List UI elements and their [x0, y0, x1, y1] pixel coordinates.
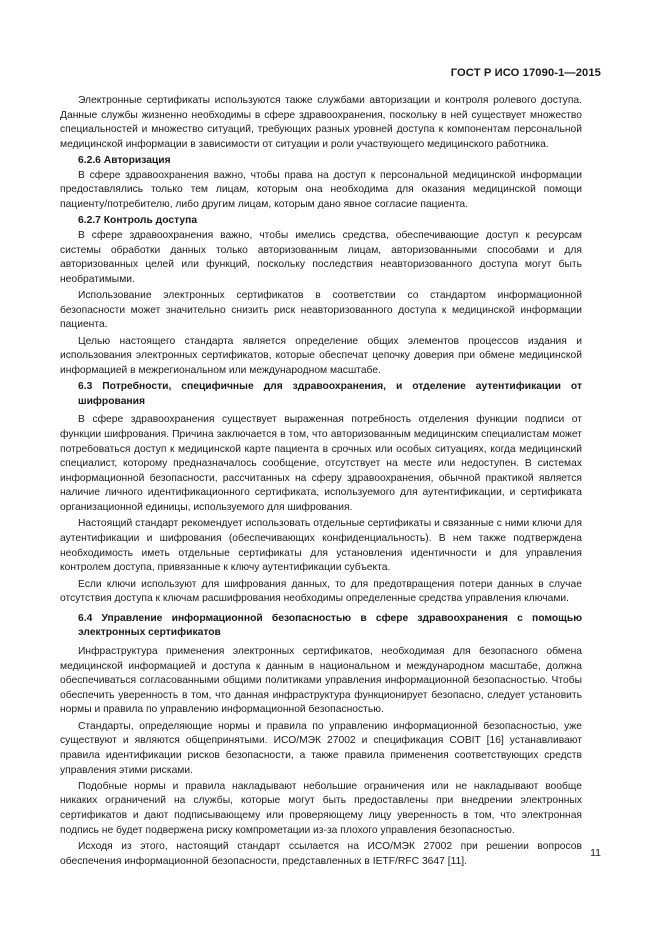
section-heading-6-2-6: 6.2.6 Авторизация	[78, 155, 171, 167]
paragraph: Стандарты, определяющие нормы и правила по управлению информационной безопасностью, уже существуют и являются общепринятыми. ИСО/МЭК 27002 и спецификация COBIT [16] устанавливают правила идентификации рисков безопасности, а также правила применения соответствующих средств управления этими рисками.	[60, 720, 582, 776]
paragraph: Целью настоящего стандарта является определение общих элементов процессов издания и использования электронных сертификатов, которые обеспечат цепочку доверия при обмене медицинской информацией в межрегиональном или международном масштабе.	[60, 335, 582, 376]
paragraph: В сфере здравоохранения важно, чтобы имелись средства, обеспечивающие доступ к ресурсам системы обработки данных только авторизованным лицам, авторизованными способами и для авторизованных целей или функций, поскольку последствия неавторизованного доступа могут быть необратимыми.	[60, 229, 582, 285]
section-heading-6-2-7: 6.2.7 Контроль доступа	[78, 215, 198, 227]
standard-designation: ГОСТ Р ИСО 17090-1—2015	[450, 67, 601, 79]
section-heading-6-3: 6.3 Потребности, специфичные для здравоохранения, и отделение аутентификации от шифрования	[78, 381, 582, 407]
paragraph: Если ключи используют для шифрования данных, то для предотвращения потери данных в случае отсутствия доступа к ключам расшифрования необходимы определенные средства управления ключами.	[60, 578, 582, 605]
page-number: 11	[590, 847, 601, 859]
page-content	[60, 94, 582, 871]
paragraph: В сфере здравоохранения важно, чтобы права на доступ к персональной медицинской информации предоставлялись только тем лицам, которым она необходима для оказания медицинской помощи пациенту/потребителю, либо другим лицам, которым дано явное согласие пациента.	[60, 169, 582, 210]
section-heading-6-4: 6.4 Управление информационной безопасностью в сфере здравоохранения с помощью электронных сертификатов	[78, 612, 582, 639]
paragraph: Подобные нормы и правила накладывают небольшие ограничения или не накладывают вообще никаких ограничений на службы, которые могут быть предоставлены при внедрении электронных сертификатов и дают подписывающему или проверяющему лицу уверенность в том, что электронная подпись не будет подвержена риску компрометации из-за плохого управления безопасностью.	[60, 780, 582, 836]
paragraph: Использование электронных сертификатов в соответствии со стандартом информационной безопасности может значительно снизить риск неавторизованного доступа к медицинской информации пациента.	[60, 290, 582, 331]
paragraph: Настоящий стандарт рекомендует использовать отдельные сертификаты и связанные с ними ключи для аутентификации и шифрования (обеспечивающих конфиденциальность). В нем также подтверждена необходимость иметь отдельные сертификаты для установления идентичности и для управления контролем доступа, привязанные к ключу аутентификации субъекта.	[60, 518, 582, 574]
paragraph: В сфере здравоохранения существует выраженная потребность отделения функции подписи от функции шифрования. Причина заключается в том, что авторизованным медицинским специалистам может потребоваться доступ к медицинской карте пациента в срочных или особых ситуациях, когда медицинский специалист, которому предназначалось сообщение, отсутствует на месте или недоступен. В системах информационной безопасности, рассчитанных на сферу здравоохранения, обычной практикой является наличие личного идентификационного сертификата, используемого для аутентификации, и сертификата организационной единицы, используемого для шифрования.	[60, 414, 582, 514]
paragraph: Инфраструктура применения электронных сертификатов, необходимая для безопасного обмена медицинской информацией и доступа к данным в национальном и международном масштабе, должна обеспечиваться согласованными общими политиками управления информационной безопасностью. Чтобы обеспечить уверенность в том, что данная инфраструктура функционирует безопасно, следует установить нормы и правила по управлению информационной безопасностью.	[60, 645, 582, 716]
paragraph: Электронные сертификаты используются также службами авторизации и контроля ролевого доступа. Данные службы жизненно необходимы в сфере здравоохранения, поскольку в ней существует множество специальностей и множество ситуаций, требующих разных уровней доступа к компонентам персональной медицинской информации в зависимости от ситуации и роли участвующего медицинского работника.	[60, 95, 582, 150]
paragraph: Исходя из этого, настоящий стандарт ссылается на ИСО/МЭК 27002 при решении вопросов обеспечения информационной безопасности, представленных в IETF/RFC 3647 [11].	[60, 841, 582, 867]
